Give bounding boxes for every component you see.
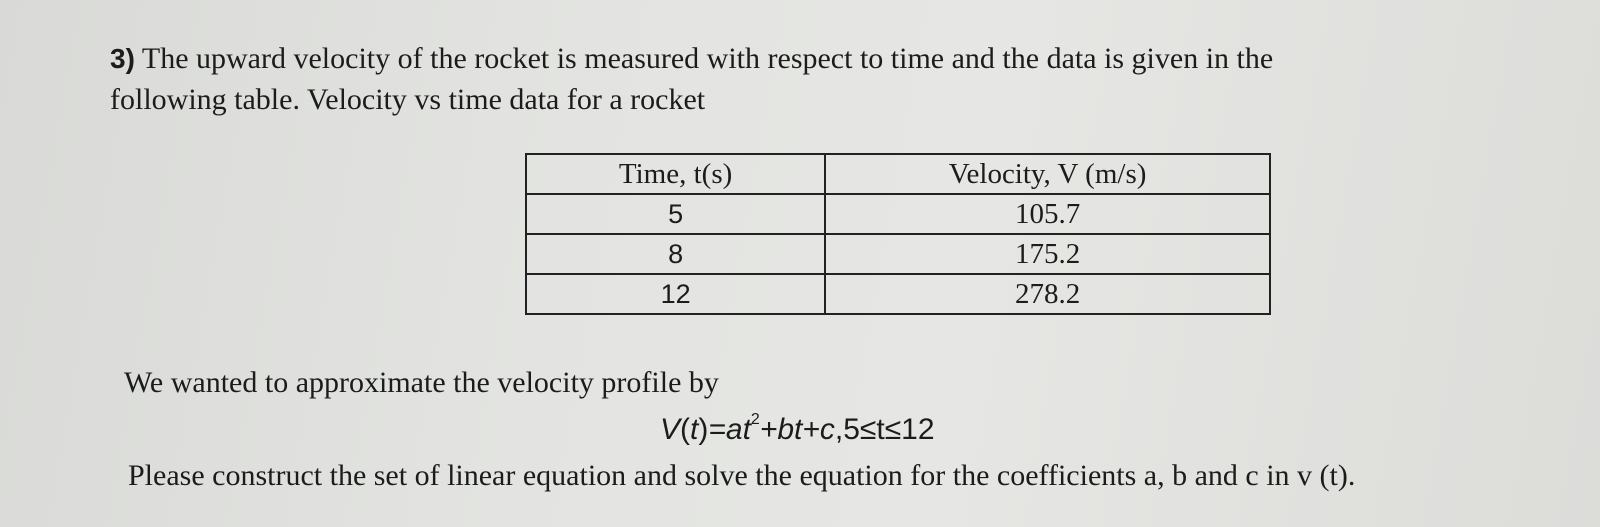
approximation-intro: We wanted to approximate the velocity profile by xyxy=(124,366,719,399)
equation-lhs: V xyxy=(660,413,681,446)
velocity-cell: 105.7 xyxy=(825,194,1270,234)
velocity-cell: 278.2 xyxy=(825,274,1270,314)
table-header-row xyxy=(526,154,1270,194)
equation-domain: ,5≤t≤12 xyxy=(834,413,935,446)
question-line-1-text: The upward velocity of the rocket is measured with respect to time and the data is given in the xyxy=(141,42,1274,75)
question-number: 3) xyxy=(110,43,135,74)
time-cell: 8 xyxy=(526,234,825,274)
question-line-1 xyxy=(110,38,1580,79)
velocity-cell: 175.2 xyxy=(825,234,1270,274)
time-cell: 12 xyxy=(526,274,825,314)
equation-exponent: 2 xyxy=(750,411,760,428)
velocity-equation: $V(t)=at^2+bt+c,5\le t\le 12$ xyxy=(660,411,935,446)
equation-rhs-pre: =at xyxy=(708,413,751,446)
table-row xyxy=(526,234,1270,274)
table-row xyxy=(526,194,1270,234)
column-header-velocity: Velocity, V (m/s) xyxy=(825,154,1270,194)
equation-arg: t xyxy=(690,413,699,446)
question-text xyxy=(110,38,1580,120)
velocity-time-table xyxy=(525,153,1271,315)
table-row xyxy=(526,274,1270,314)
equation-rhs-post: +bt+c xyxy=(759,413,835,446)
instruction-text: Please construct the set of linear equation and solve the equation for the coefficients a, b and c in v (t). xyxy=(128,459,1356,492)
column-header-time: Time, t(s) xyxy=(526,154,825,194)
question-line-2: following table. Velocity vs time data for a rocket xyxy=(110,83,706,116)
time-cell: 5 xyxy=(526,194,825,234)
